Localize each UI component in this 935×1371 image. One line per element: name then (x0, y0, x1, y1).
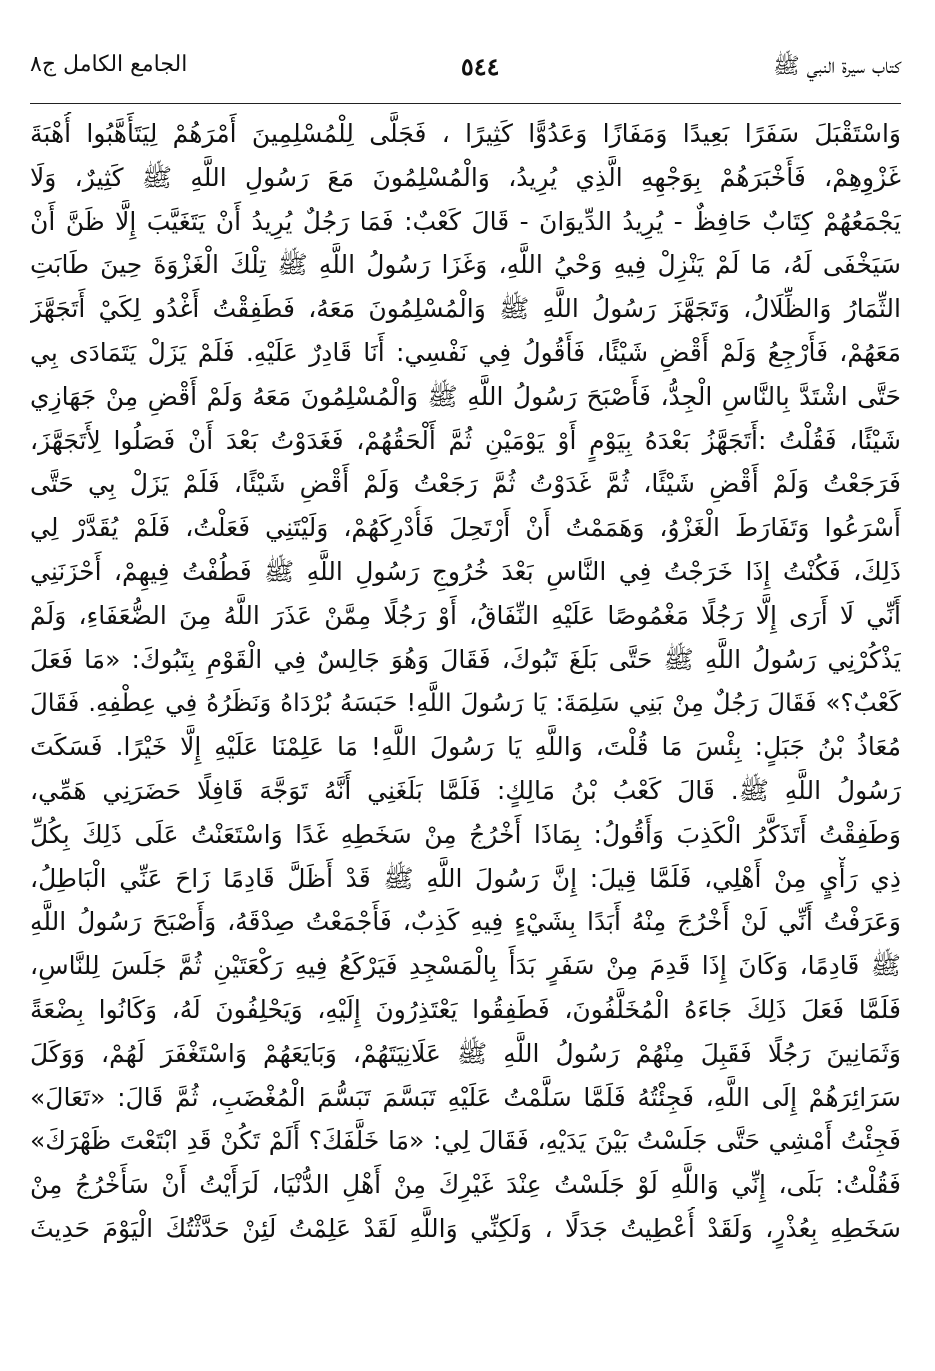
text-line: وَعَرَفْتُ أَنِّي لَنْ أَخْرُجَ مِنْهُ أَبَدًا بِشَيْءٍ فِيهِ كَذِبٌ، فَأَجْمَعْتُ صِدْقَهُ، وَأَصْبَحَ رَسُولُ اللَّهِ (30, 907, 901, 937)
text-line: الثِّمَارُ وَالظِّلَالُ، وَتَجَهَّزَ رَسُولُ اللَّهِ ﷺ وَالْمُسْلِمُونَ مَعَهُ، فَطَفِقْتُ أَغْدُو لِكَيْ أَتَجَهَّزَ (30, 294, 901, 324)
text-line: فَجِئْتُ أَمْشِي حَتَّى جَلَسْتُ بَيْنَ يَدَيْهِ، فَقَالَ لِي: «مَا خَلَّفَكَ؟ أَلَمْ تَكُنْ قَدِ ابْتَعْتَ ظَهْرَكَ» (30, 1126, 901, 1156)
text-line: حَتَّى اشْتَدَّ بِالنَّاسِ الْجِدُّ، فَأَصْبَحَ رَسُولُ اللَّهِ ﷺ وَالْمُسْلِمُونَ مَعَهُ وَلَمْ أَقْضِ مِنْ جَهَازِي (30, 381, 901, 411)
text-line: فَقُلْتُ: بَلَى، إِنِّي وَاللَّهِ لَوْ جَلَسْتُ عِنْدَ غَيْرِكَ مِنْ أَهْلِ الدُّنْيَا، لَرَأَيْتُ أَنْ سَأَخْرُجُ مِنْ (30, 1170, 901, 1200)
text-line: ذِي رَأْيٍ مِنْ أَهْلِي، فَلَمَّا قِيلَ: إِنَّ رَسُولَ اللَّهِ ﷺ قَدْ أَظَلَّ قَادِمًا زَاحَ عَنِّي الْبَاطِلُ، (30, 863, 901, 893)
text-line: ﷺ قَادِمًا، وَكَانَ إِذَا قَدِمَ مِنْ سَفَرٍ بَدَأَ بِالْمَسْجِدِ فَيَرْكَعُ فِيهِ رَكْعَتَيْنِ ثُمَّ جَلَسَ لِلنَّاسِ، (30, 951, 901, 981)
text-line: وَطَفِقْتُ أَتَذَكَّرُ الْكَذِبَ وَأَقُولُ: بِمَاذَا أَخْرُجُ مِنْ سَخَطِهِ غَدًا وَاسْتَعَنْتُ عَلَى ذَلِكَ بِكُلِّ (30, 819, 901, 849)
text-line: مُعَاذُ بْنُ جَبَلٍ: بِئْسَ مَا قُلْتَ، وَاللَّهِ يَا رَسُولَ اللَّهِ! مَا عَلِمْنَا عَلَيْهِ إِلَّا خَيْرًا. فَسَكَتَ (30, 732, 901, 762)
text-line: سَخَطِهِ بِعُذْرٍ، وَلَقَدْ أُعْطِيتُ جَدَلًا ، وَلَكِنِّي وَاللَّهِ لَقَدْ عَلِمْتُ لَئِنْ حَدَّثْتُكَ الْيَوْمَ حَدِيثَ (30, 1213, 901, 1243)
page-header (30, 52, 901, 102)
text-line: فَلَمَّا فَعَلَ ذَلِكَ جَاءَهُ الْمُخَلَّفُونَ، فَطَفِقُوا يَعْتَذِرُونَ إِلَيْهِ، وَيَحْلِفُونَ لَهُ، وَكَانُوا بِضْعَةً (30, 994, 901, 1024)
header-rule (30, 103, 901, 104)
text-line: سَيَخْفَى لَهُ، مَا لَمْ يَنْزِلْ فِيهِ وَحْيُ اللَّهِ، وَغَزَا رَسُولُ اللَّهِ ﷺ تِلْكَ الْغَزْوَةَ حِينَ طَابَتِ (30, 250, 901, 280)
text-line: رَسُولُ اللَّهِ ﷺ. قَالَ كَعْبُ بْنُ مَالِكٍ: فَلَمَّا بَلَغَنِي أَنَّهُ تَوَجَّهَ قَافِلًا حَضَرَنِي هَمِّي، (30, 775, 901, 805)
text-line: ذَلِكَ، فَكُنْتُ إِذَا خَرَجْتُ فِي النَّاسِ بَعْدَ خُرُوجِ رَسُولِ اللَّهِ ﷺ فَطُفْتُ فِيهِمْ، أَحْزَنَنِي (30, 556, 901, 586)
text-line: شَيْئًا، فَقُلْتُ :أَتَجَهَّزُ بَعْدَهُ بِيَوْمٍ أَوْ يَوْمَيْنِ ثُمَّ أَلْحَقُهُمْ، فَغَدَوْتُ بَعْدَ أَنْ فَصَلُوا لِأَتَجَهَّزَ، (30, 425, 901, 455)
text-line: وَاسْتَقْبَلَ سَفَرًا بَعِيدًا وَمَفَازًا وَعَدُوًّا كَثِيرًا ، فَجَلَّى لِلْمُسْلِمِينَ أَمْرَهُمْ لِيَتَأَهَّبُوا أُهْبَةَ (30, 119, 901, 148)
volume-title: الجامع الكامل ج٨ (30, 52, 188, 77)
text-line: فَرَجَعْتُ وَلَمْ أَقْضِ شَيْئًا، ثُمَّ غَدَوْتُ ثُمَّ رَجَعْتُ وَلَمْ أَقْضِ شَيْئًا، فَلَمْ يَزَلْ بِي حَتَّى (30, 469, 901, 499)
text-line: أَنِّي لَا أَرَى إِلَّا رَجُلًا مَغْمُوصًا عَلَيْهِ النِّفَاقُ، أَوْ رَجُلًا مِمَّنْ عَذَرَ اللَّهُ مِنَ الضُّعَفَاءِ، وَلَمْ (30, 600, 901, 630)
text-line: يَجْمَعُهُمْ كِتَابٌ حَافِظٌ - يُرِيدُ الدِّيوَانَ - قَالَ كَعْبٌ: فَمَا رَجُلٌ يُرِيدُ أَنْ يَتَغَيَّبَ إِلَّا ظَنَّ أَنْ (30, 206, 901, 236)
page-number: ٥٤٤ (460, 52, 500, 81)
text-line: مَعَهُمْ، فَأَرْجِعُ وَلَمْ أَقْضِ شَيْئًا، فَأَقُولُ فِي نَفْسِي: أَنَا قَادِرٌ عَلَيْهِ. فَلَمْ يَزَلْ يَتَمَادَى بِي (30, 337, 901, 367)
text-line: أَسْرَعُوا وَتَفَارَطَ الْغَزْوُ، وَهَمَمْتُ أَنْ أَرْتَحِلَ فَأُدْرِكَهُمْ، وَلَيْتَنِي فَعَلْتُ، فَلَمْ يُقَدَّرْ لِي (30, 513, 901, 543)
book-title: كتاب سيرة النبي ﷺ (773, 54, 901, 79)
text-line: وَثَمَانِينَ رَجُلًا فَقَبِلَ مِنْهُمْ رَسُولُ اللَّهِ ﷺ عَلَانِيَتَهُمْ، وَبَايَعَهُمْ وَاسْتَغْفَرَ لَهُمْ، وَوَكَلَ (30, 1038, 901, 1068)
text-line: غَزْوِهِمْ، فَأَخْبَرَهُمْ بِوَجْهِهِ الَّذِي يُرِيدُ، وَالْمُسْلِمُونَ مَعَ رَسُولِ اللَّهِ ﷺ كَثِيرٌ، وَلَا (30, 162, 901, 192)
text-line: يَذْكُرْنِي رَسُولُ اللَّهِ ﷺ حَتَّى بَلَغَ تَبُوكَ، فَقَالَ وَهُوَ جَالِسٌ فِي الْقَوْمِ بِتَبُوكَ: «مَا فَعَلَ (30, 644, 901, 674)
body-text (30, 112, 901, 1251)
text-line: سَرَائِرَهُمْ إِلَى اللَّهِ، فَجِئْتُهُ فَلَمَّا سَلَّمْتُ عَلَيْهِ تَبَسَّمَ تَبَسُّمَ الْمُغْضَبِ، ثُمَّ قَالَ: «تَعَالَ» (30, 1082, 901, 1112)
text-line: كَعْبٌ؟» فَقَالَ رَجُلٌ مِنْ بَنِي سَلِمَةَ: يَا رَسُولَ اللَّهِ! حَبَسَهُ بُرْدَاهُ وَنَظَرُهُ فِي عِطْفِهِ. فَقَالَ (30, 688, 901, 718)
